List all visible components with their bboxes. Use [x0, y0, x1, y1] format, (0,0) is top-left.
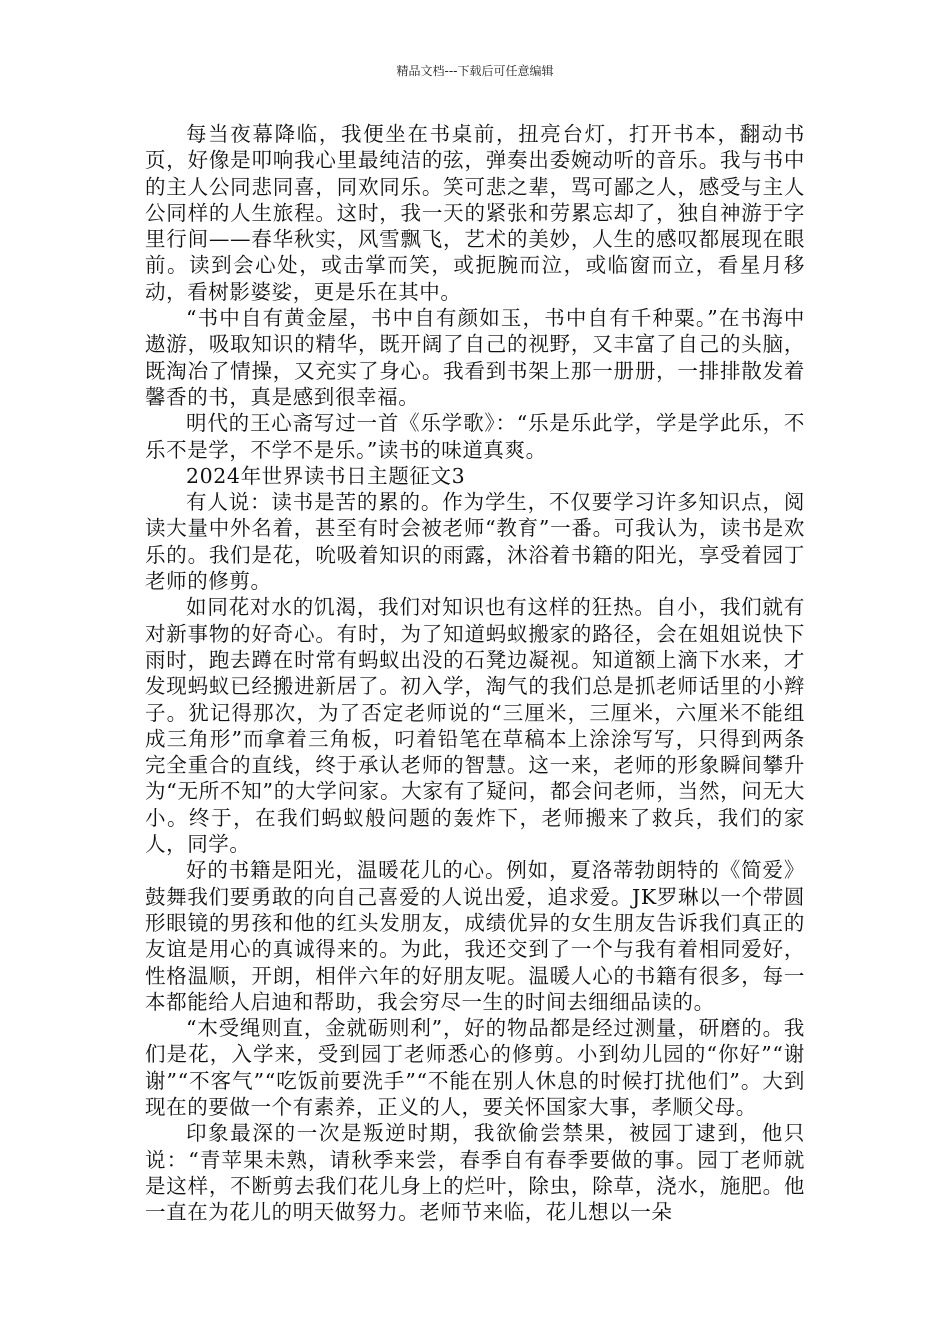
page-header: 精品文档---下载后可任意编辑 [396, 64, 554, 78]
essay-title: 2024年世界读书日主题征文3 [186, 463, 466, 488]
paragraph-reading-is-joy: 有人说：读书是苦的累的。作为学生，不仅要学习许多知识点，阅读大量中外名着，甚至有时会被老师“教育”一番。可我认为，读书是欢乐的。我们是花，吮吸着知识的雨露，沐浴着书籍的阳光，享受着园丁老师的修剪。 [145, 490, 805, 594]
paragraph-golden-house-quote: “书中自有黄金屋，书中自有颜如玉，书中自有千种粟。”在书海中遨游，吸取知识的精华，既开阔了自己的视野，又丰富了自己的头脑，既淘冶了情操，又充实了身心。我看到书架上那一册册，一排排散发着馨香的书，真是感到很幸福。 [145, 306, 805, 409]
document-body [145, 121, 805, 1225]
paragraph-thirst-for-knowledge: 如同花对水的饥渴，我们对知识也有这样的狂热。自小，我们就有对新事物的好奇心。有时，为了知道蚂蚁搬家的路径，会在姐姐说快下雨时，跑去蹲在时常有蚂蚁出没的石凳边凝视。知道额上滴下水来，才发现蚂蚁已经搬进新居了。初入学，淘气的我们总是抓老师话里的小辫子。犹记得那次，为了否定老师说的“三厘米，三厘米，六厘米不能组成三角形”而拿着三角板，叼着铅笔在草稿本上涂涂写写，只得到两条完全重合的直线，终于承认老师的智慧。这一来，老师的形象瞬间攀升为“无所不知”的大学问家。大家有了疑问，都会问老师，当然，问无大小。终于，在我们蚂蚁般问题的轰炸下，老师搬来了救兵，我们的家人，同学。 [145, 595, 805, 857]
paragraph-rebellious-period: 印象最深的一次是叛逆时期，我欲偷尝禁果，被园丁逮到，他只说：“青苹果未熟，请秋季来尝，春季自有春季要做的事。园丁老师就是这样，不断剪去我们花儿身上的烂叶，除虫，除草，浇水，施肥。他一直在为花儿的明天做努力。老师节来临，花儿想以一朵 [145, 1121, 805, 1225]
paragraph-pruning-by-teachers: “木受绳则直，金就砺则利”，好的物品都是经过测量，研磨的。我们是花，入学来，受到园丁老师悉心的修剪。小到幼儿园的“你好”“谢谢”“不客气”“吃饭前要洗手”“不能在别人休息的时候打扰他们”。大到现在的要做一个有素养，正义的人，要关怀国家大事，孝顺父母。 [145, 1016, 805, 1119]
paragraph-joy-of-learning-song: 明代的王心斋写过一首《乐学歌》：“乐是乐此学，学是学此乐，不乐不是学，不学不是乐。”读书的味道真爽。 [145, 411, 805, 462]
paragraph-reading-at-night: 每当夜幕降临，我便坐在书桌前，扭亮台灯，打开书本，翻动书页，好像是叩响我心里最纯洁的弦，弹奏出委婉动听的音乐。我与书中的主人公同悲同喜，同欢同乐。笑可悲之辈，骂可鄙之人，感受与主人公同样的人生旅程。这时，我一天的紧张和劳累忘却了，独自神游于字里行间——春华秋实，风雪飘飞，艺术的美妙，人生的感叹都展现在眼前。读到会心处，或击掌而笑，或扼腕而泣，或临窗而立，看星月移动，看树影婆娑，更是乐在其中。 [145, 122, 805, 304]
paragraph-books-are-sunshine: 好的书籍是阳光，温暖花儿的心。例如，夏洛蒂勃朗特的《简爱》鼓舞我们要勇敢的向自己喜爱的人说出爱，追求爱。JK罗琳以一个带圆形眼镜的男孩和他的红头发朋友，成绩优异的女生朋友告诉我们真正的友谊是用心的真诚得来的。为此，我还交到了一个与我有着相同爱好，性格温顺，开朗，相伴六年的好朋友呢。温暖人心的书籍有很多，每一本都能给人启迪和帮助，我会穷尽一生的时间去细细品读的。 [145, 858, 805, 1014]
